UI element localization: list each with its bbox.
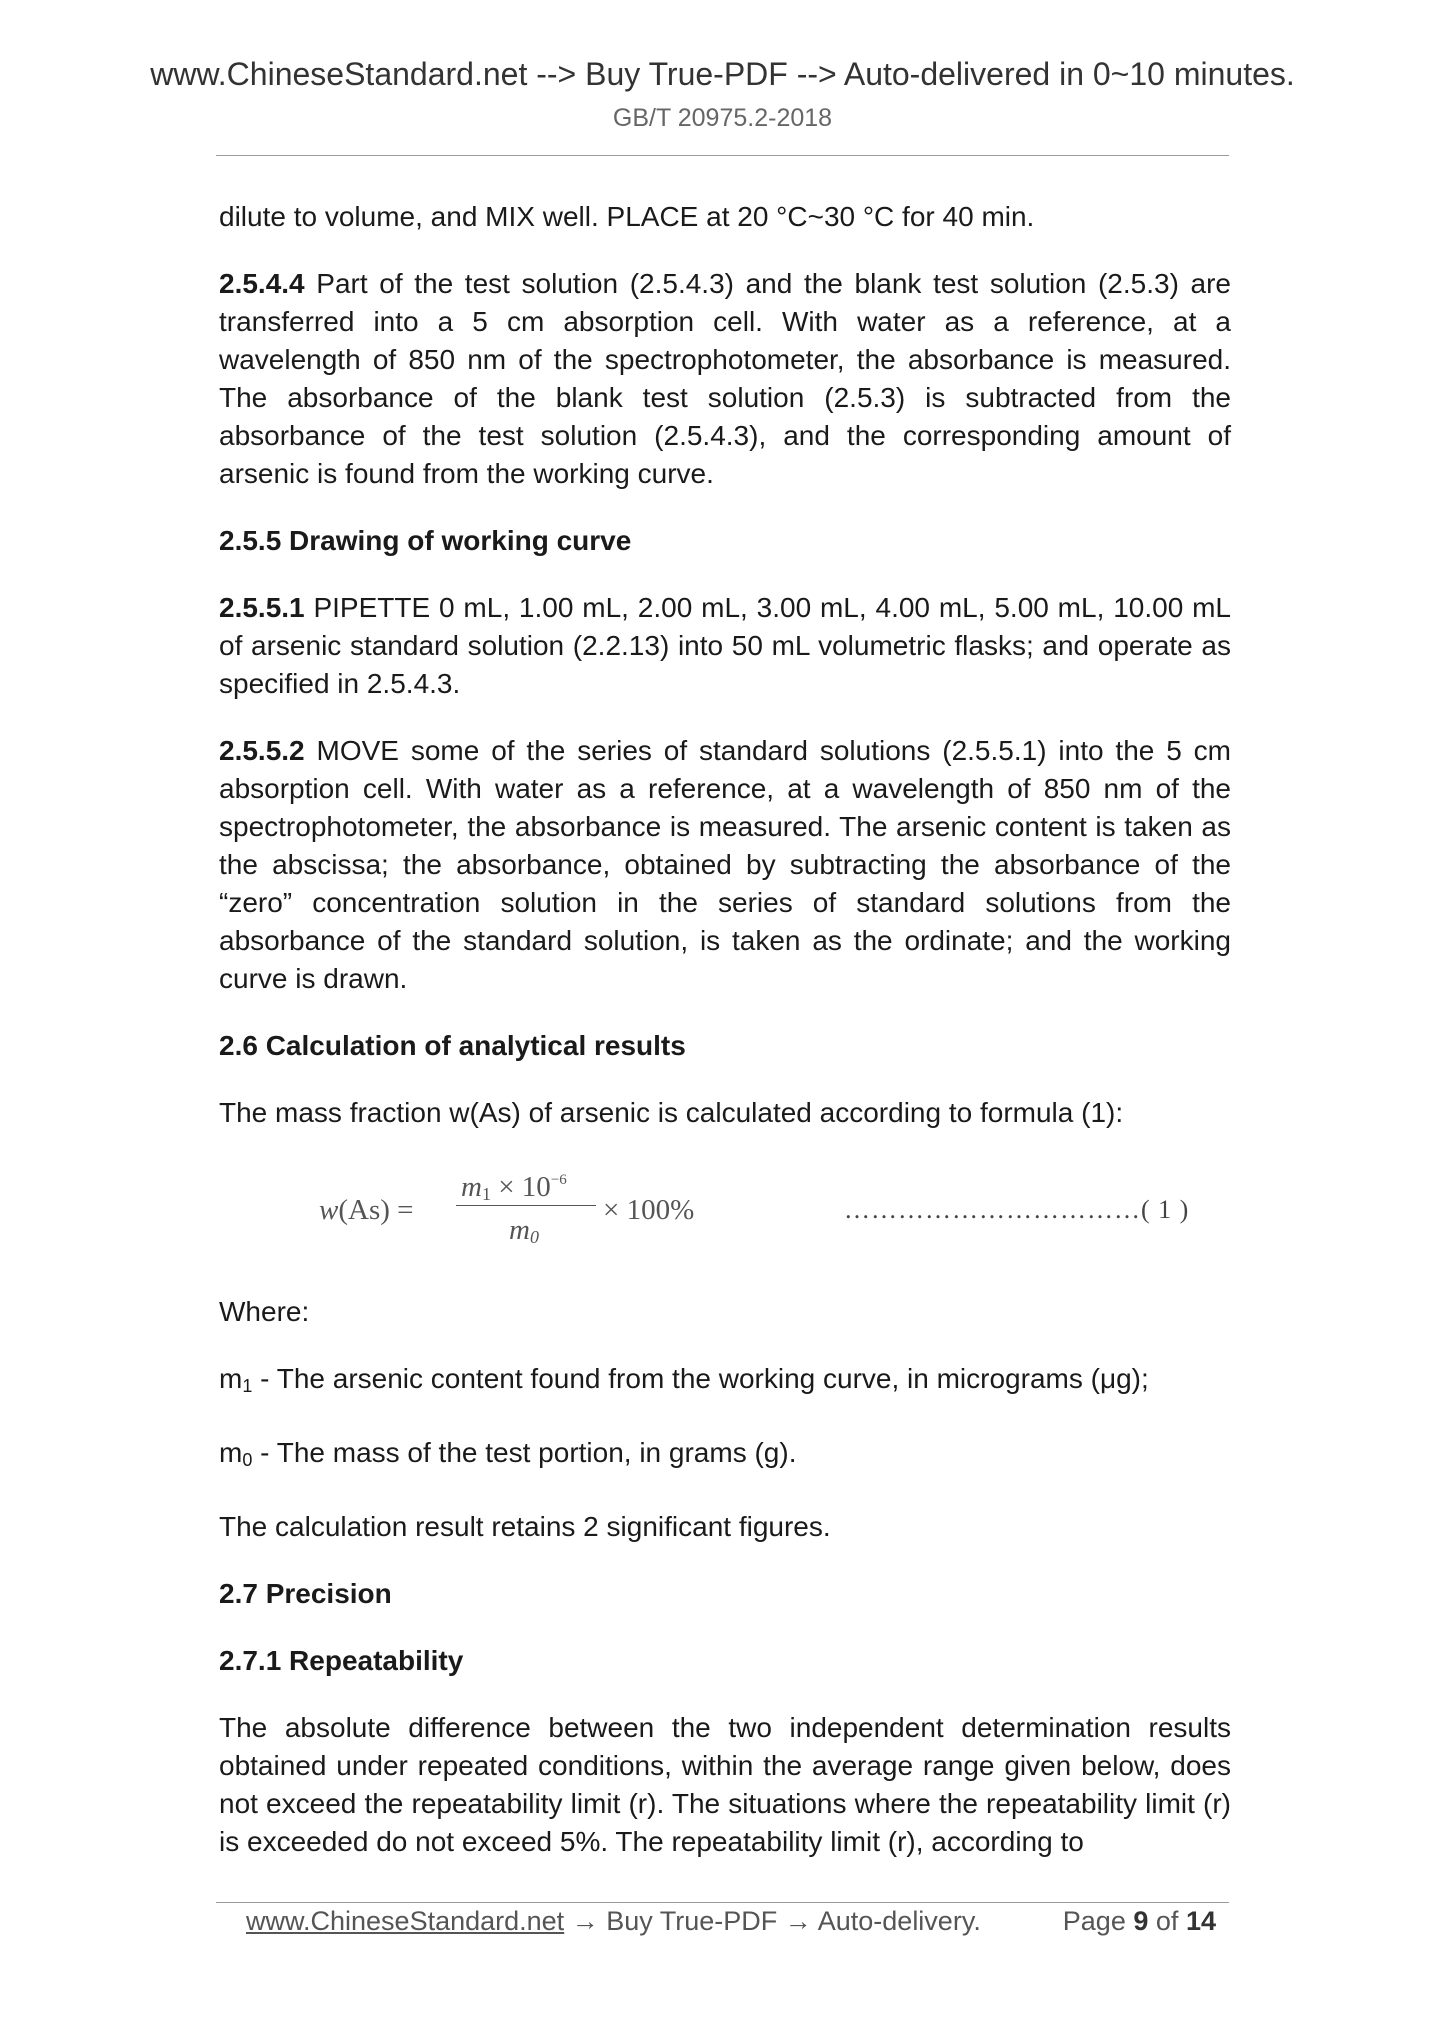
formula-expression [319, 1161, 819, 1253]
page-word: Page [1062, 1906, 1126, 1936]
paragraph-2-5-5-2 [219, 732, 1231, 998]
symbol-m: m [219, 1363, 243, 1394]
formula-1 [219, 1161, 1231, 1253]
paragraph-intro: dilute to volume, and MIX well. PLACE at 20 °C~30 °C for 40 min. [219, 201, 1035, 232]
formula-number: ……………………………( 1 ) [844, 1195, 1190, 1224]
fraction-bar [456, 1205, 596, 1206]
formula-as-label: (As) = [338, 1194, 414, 1226]
of-word: of [1155, 1906, 1179, 1936]
clause-text: PIPETTE 0 mL, 1.00 mL, 2.00 mL, 3.00 mL, 4.00 mL, 5.00 mL, 10.00 mL of arsenic standard solution (2.2.13) into 50 mL volumetric flasks; and operate as specified in 2.5.4.3. [219, 592, 1231, 699]
heading-2-6: 2.6 Calculation of analytical results [219, 1030, 686, 1061]
paragraph-significant-figures: The calculation result retains 2 significant figures. [219, 1511, 831, 1542]
page-footer [246, 1906, 1216, 1946]
symbol-subscript: 0 [242, 1450, 253, 1470]
formula-lhs [319, 1191, 414, 1229]
formula-denominator [509, 1211, 539, 1256]
paragraph-where: Where: [219, 1296, 310, 1327]
formula-multiplier: × 100% [603, 1194, 695, 1226]
definition-m0 [219, 1434, 1231, 1479]
document-body [219, 198, 1231, 1890]
footer-site-link[interactable]: www.ChineseStandard.net [246, 1906, 565, 1936]
definition-m1 [219, 1360, 1231, 1405]
footer-divider [216, 1902, 1229, 1903]
symbol-subscript: 1 [242, 1376, 253, 1396]
formula-m-symbol: m [509, 1214, 530, 1246]
formula-subscript: 0 [529, 1227, 539, 1247]
clause-number: 2.5.5.1 [219, 592, 305, 623]
page-indicator [1063, 1906, 1216, 1937]
paragraph-2-5-5-1 [219, 589, 1231, 703]
definition-text: - The arsenic content found from the working curve, in micrograms (μg); [252, 1363, 1149, 1394]
header-banner: www.ChineseStandard.net --> Buy True-PDF --> Auto-delivered in 0~10 minutes. [150, 56, 1295, 92]
paragraph-2-5-4-4 [219, 265, 1231, 493]
heading-2-7: 2.7 Precision [219, 1578, 392, 1609]
footer-promo-text: → Buy True-PDF → Auto-delivery. [564, 1906, 981, 1936]
definition-text: - The mass of the test portion, in grams (g). [252, 1437, 797, 1468]
formula-times: × 10 [490, 1171, 551, 1203]
formula-m-symbol: m [461, 1171, 482, 1203]
clause-text: MOVE some of the series of standard solutions (2.5.5.1) into the 5 cm absorption cell. With water as a reference, at a wavelength of 850 nm of the spectrophotometer, the absorbance is measured. The arsenic content is taken as the abscissa; the absorbance, obtained by subtracting the absorbance of the “zero” concentration solution in the series of standard solutions from the absorbance of the standard solution, is taken as the ordinate; and the working curve is drawn. [219, 735, 1231, 994]
heading-2-5-5: 2.5.5 Drawing of working curve [219, 525, 632, 556]
clause-number: 2.5.4.4 [219, 268, 305, 299]
heading-2-7-1: 2.7.1 Repeatability [219, 1645, 464, 1676]
paragraph-mass-fraction: The mass fraction w(As) of arsenic is calculated according to formula (1): [219, 1097, 1124, 1128]
clause-number: 2.5.5.2 [219, 735, 305, 766]
clause-text: Part of the test solution (2.5.4.3) and the blank test solution (2.5.3) are transferred into a 5 cm absorption cell. With water as a reference, at a wavelength of 850 nm of the spectrophotometer, the absorbance is measured. The absorbance of the blank test solution (2.5.3) is subtracted from the absorbance of the test solution (2.5.4.3), and the corresponding amount of arsenic is found from the working curve. [219, 268, 1231, 489]
footer-promo [246, 1906, 981, 1937]
formula-subscript: 1 [481, 1184, 491, 1204]
symbol-m: m [219, 1437, 243, 1468]
current-page: 9 [1133, 1906, 1149, 1936]
formula-exponent: −6 [550, 1172, 567, 1188]
standard-code: GB/T 20975.2-2018 [612, 104, 833, 132]
header-divider [216, 155, 1229, 156]
paragraph-repeatability: The absolute difference between the two independent determination results obtained under repeated conditions, within the average range given below, does not exceed the repeatability limit (r). The situations where the repeatability limit (r) is exceeded do not exceed 5%. The repeatability limit (r), according to [219, 1712, 1231, 1857]
total-pages: 14 [1185, 1906, 1216, 1936]
formula-w-symbol: w [319, 1194, 339, 1226]
